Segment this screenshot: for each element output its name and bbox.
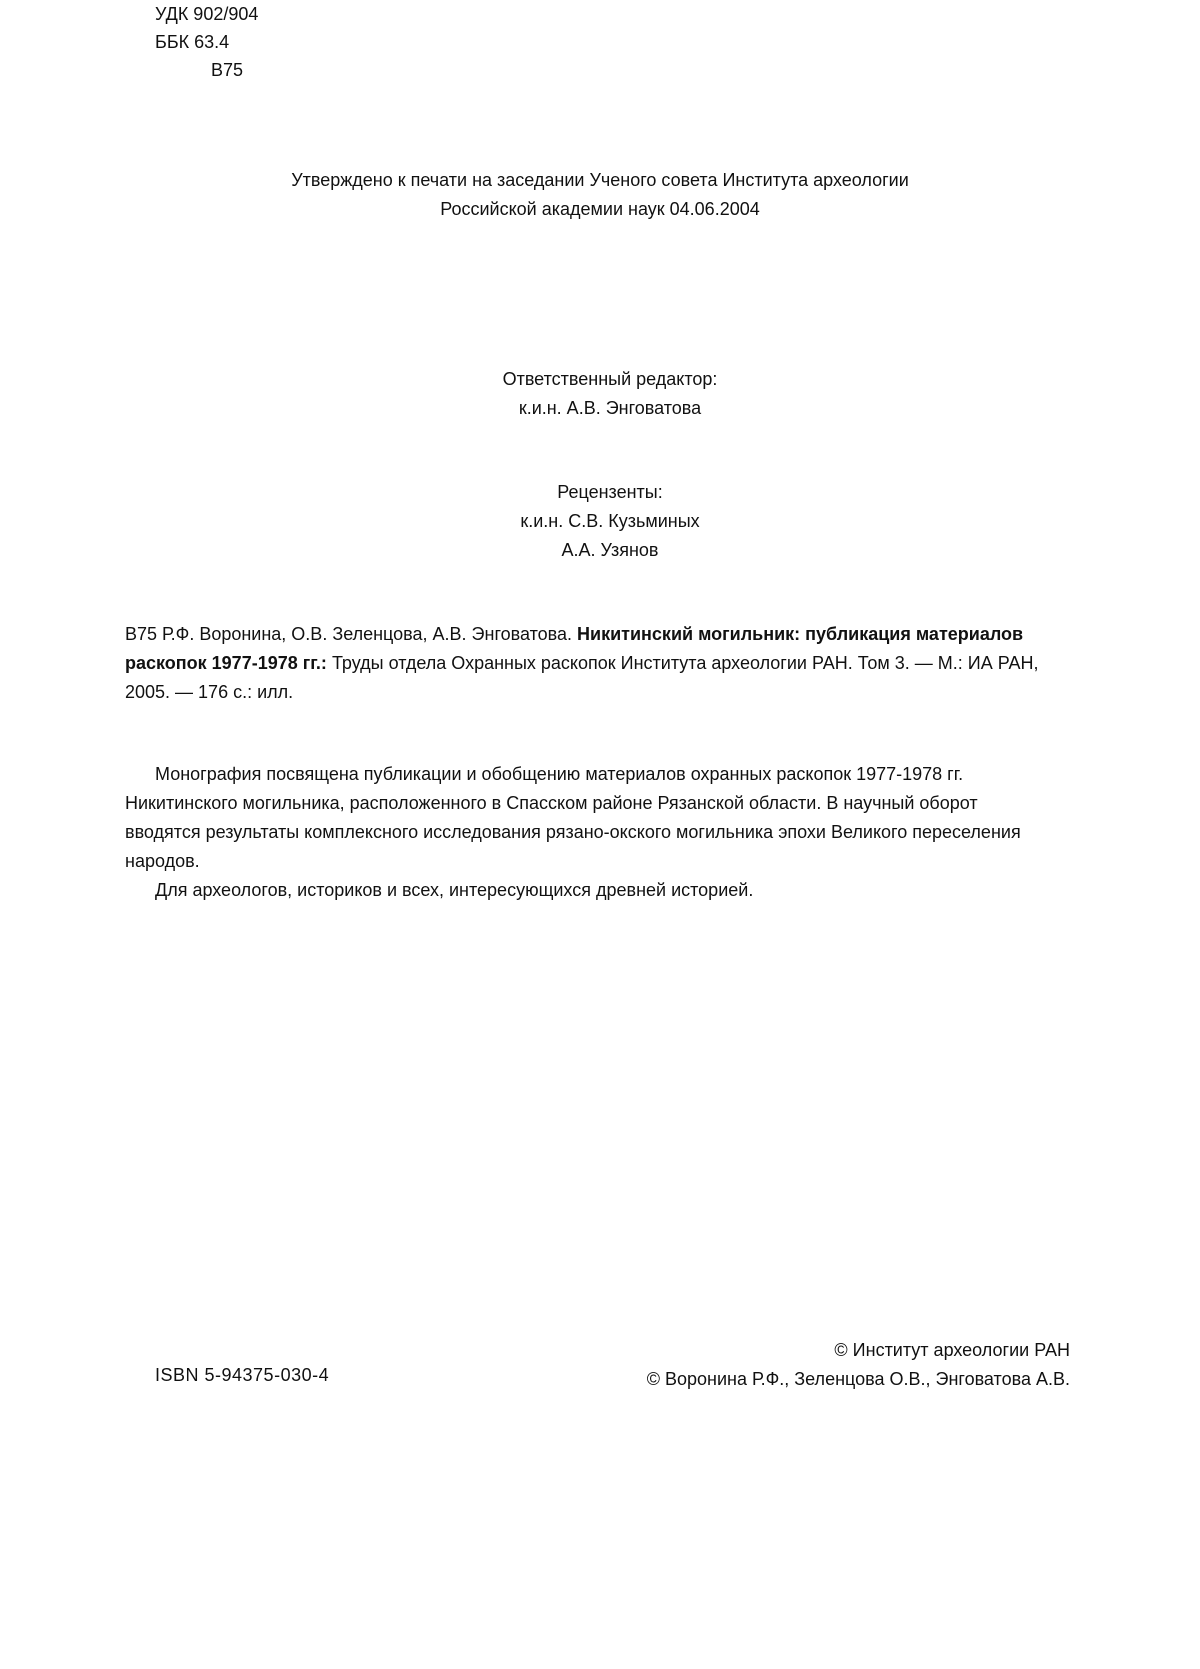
bibliographic-record [125, 620, 1045, 707]
isbn: ISBN 5-94375-030-4 [155, 1365, 330, 1385]
copyright-line: © Воронина Р.Ф., Зеленцова О.В., Энговатова А.В. [646, 1369, 1070, 1389]
udk-code: УДК 902/904 [155, 4, 259, 24]
reviewers-block [0, 478, 1200, 565]
copyright-line: © Институт археологии РАН [834, 1340, 1070, 1360]
approval-note [0, 166, 1200, 224]
editor-label: Ответственный редактор: [502, 369, 718, 389]
approval-line-2: Российской академии наук 04.06.2004 [440, 199, 760, 219]
reviewers-label: Рецензенты: [557, 482, 663, 502]
annotation-paragraph: Монография посвящена публикации и обобщению материалов охранных раскопок 1977-1978 гг. Никитинского могильника, расположенного в Спасском районе Рязанской области. В научный оборот вводятся результаты комплексного исследования рязано-окского могильника эпохи Великого переселения народов. [125, 764, 1021, 871]
classification-codes [155, 0, 258, 84]
annotation [125, 760, 1055, 905]
author-mark: В75 [211, 60, 244, 80]
biblio-details: Труды отдела Охранных раскопок Института археологии РАН. Том 3. — М.: ИА РАН, 2005. — 176 с.: илл. [125, 653, 1039, 702]
reviewer-name: к.и.н. С.В. Кузьминых [520, 511, 700, 531]
editor-block [0, 365, 1200, 423]
reviewer-name: А.А. Узянов [561, 540, 659, 560]
approval-line-1: Утверждено к печати на заседании Ученого совета Института археологии [291, 170, 909, 190]
copyright-block [647, 1336, 1070, 1394]
biblio-authors: В75 Р.Ф. Воронина, О.В. Зеленцова, А.В. Энговатова. [125, 624, 578, 644]
editor-name: к.и.н. А.В. Энговатова [518, 398, 702, 418]
biblio-title: Никитинский могильник: публикация материалов раскопок 1977-1978 гг.: [125, 624, 1024, 673]
annotation-paragraph: Для археологов, историков и всех, интересующихся древней историей. [155, 880, 754, 900]
bbk-code: ББК 63.4 [155, 32, 230, 52]
